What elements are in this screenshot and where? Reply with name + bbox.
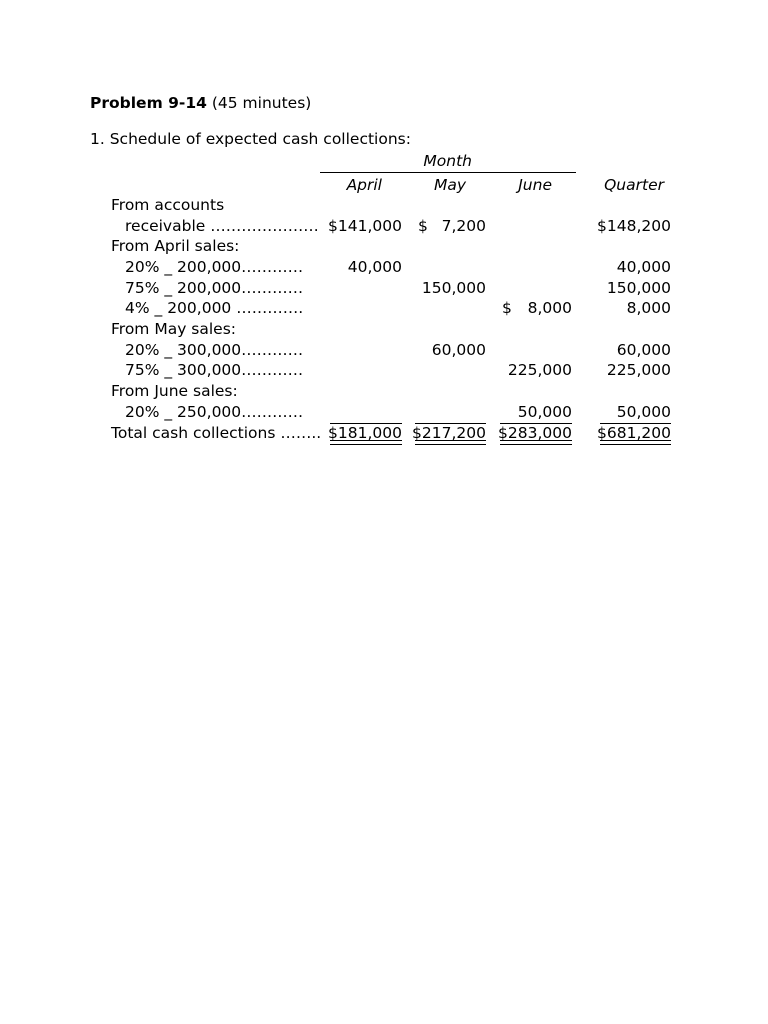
cell-june: 225,000 — [507, 361, 572, 379]
problem-title — [90, 94, 311, 112]
june-subtotal-rule — [500, 403, 572, 424]
june-total-double-rule — [500, 440, 572, 445]
column-header-row — [0, 176, 768, 196]
cell-quarter: 8,000 — [626, 299, 671, 317]
total-april: $181,000 — [328, 424, 402, 442]
row-label: receivable ………………… — [125, 217, 319, 235]
problem-time: (45 minutes) — [206, 94, 312, 112]
cell-may-dollar: $ — [418, 217, 428, 235]
row-label: From May sales: — [111, 320, 237, 338]
row-label: Total cash collections …….. — [111, 424, 322, 442]
cell-may: 7,200 — [441, 217, 486, 235]
month-header-row — [0, 152, 768, 172]
cell-may: 150,000 — [421, 279, 486, 297]
table-row — [0, 196, 768, 216]
april-subtotal-rule — [330, 403, 402, 424]
cell-april: 40,000 — [347, 258, 402, 276]
april-total-double-rule — [330, 440, 402, 445]
may-total-double-rule — [415, 440, 486, 445]
table-row — [0, 237, 768, 257]
month-header-rule — [320, 172, 576, 173]
table-row — [0, 299, 768, 319]
table-row — [0, 217, 768, 237]
cell-june: 50,000 — [517, 403, 572, 421]
col-header-may: May — [433, 176, 466, 194]
table-row — [0, 403, 768, 423]
table-row — [0, 382, 768, 402]
row-label: From June sales: — [111, 382, 238, 400]
quarter-total-double-rule — [600, 440, 671, 445]
table-row — [0, 361, 768, 381]
month-header: Month — [423, 152, 472, 170]
cell-quarter: 40,000 — [616, 258, 671, 276]
may-subtotal-rule — [415, 403, 486, 424]
table-row — [0, 320, 768, 340]
cell-quarter: 225,000 — [606, 361, 671, 379]
cell-june: 8,000 — [527, 299, 572, 317]
row-label: 75% _ 300,000………… — [125, 361, 304, 379]
problem-number: Problem 9-14 — [90, 94, 207, 112]
col-header-june: June — [518, 176, 552, 194]
row-label: From accounts — [111, 196, 225, 214]
table-row — [0, 279, 768, 299]
total-june: $283,000 — [498, 424, 572, 442]
row-label: 75% _ 200,000………… — [125, 279, 304, 297]
cell-quarter: 60,000 — [616, 341, 671, 359]
cell-april: $141,000 — [328, 217, 402, 235]
cell-quarter: $148,200 — [597, 217, 671, 235]
row-label: 20% _ 300,000………… — [125, 341, 304, 359]
cell-quarter: 50,000 — [616, 403, 671, 421]
cell-quarter: 150,000 — [606, 279, 671, 297]
table-row — [0, 341, 768, 361]
total-may: $217,200 — [412, 424, 486, 442]
row-label: 4% _ 200,000 …………. — [125, 299, 304, 317]
row-label: From April sales: — [111, 237, 240, 255]
table-row — [0, 258, 768, 278]
col-header-quarter: Quarter — [604, 176, 664, 194]
total-quarter: $681,200 — [597, 424, 671, 442]
row-label: 20% _ 250,000………… — [125, 403, 304, 421]
row-label: 20% _ 200,000………… — [125, 258, 304, 276]
col-header-april: April — [346, 176, 382, 194]
cell-june-dollar: $ — [502, 299, 512, 317]
quarter-subtotal-rule — [600, 403, 671, 424]
cell-may: 60,000 — [431, 341, 486, 359]
schedule-heading: 1. Schedule of expected cash collections: — [90, 130, 411, 148]
